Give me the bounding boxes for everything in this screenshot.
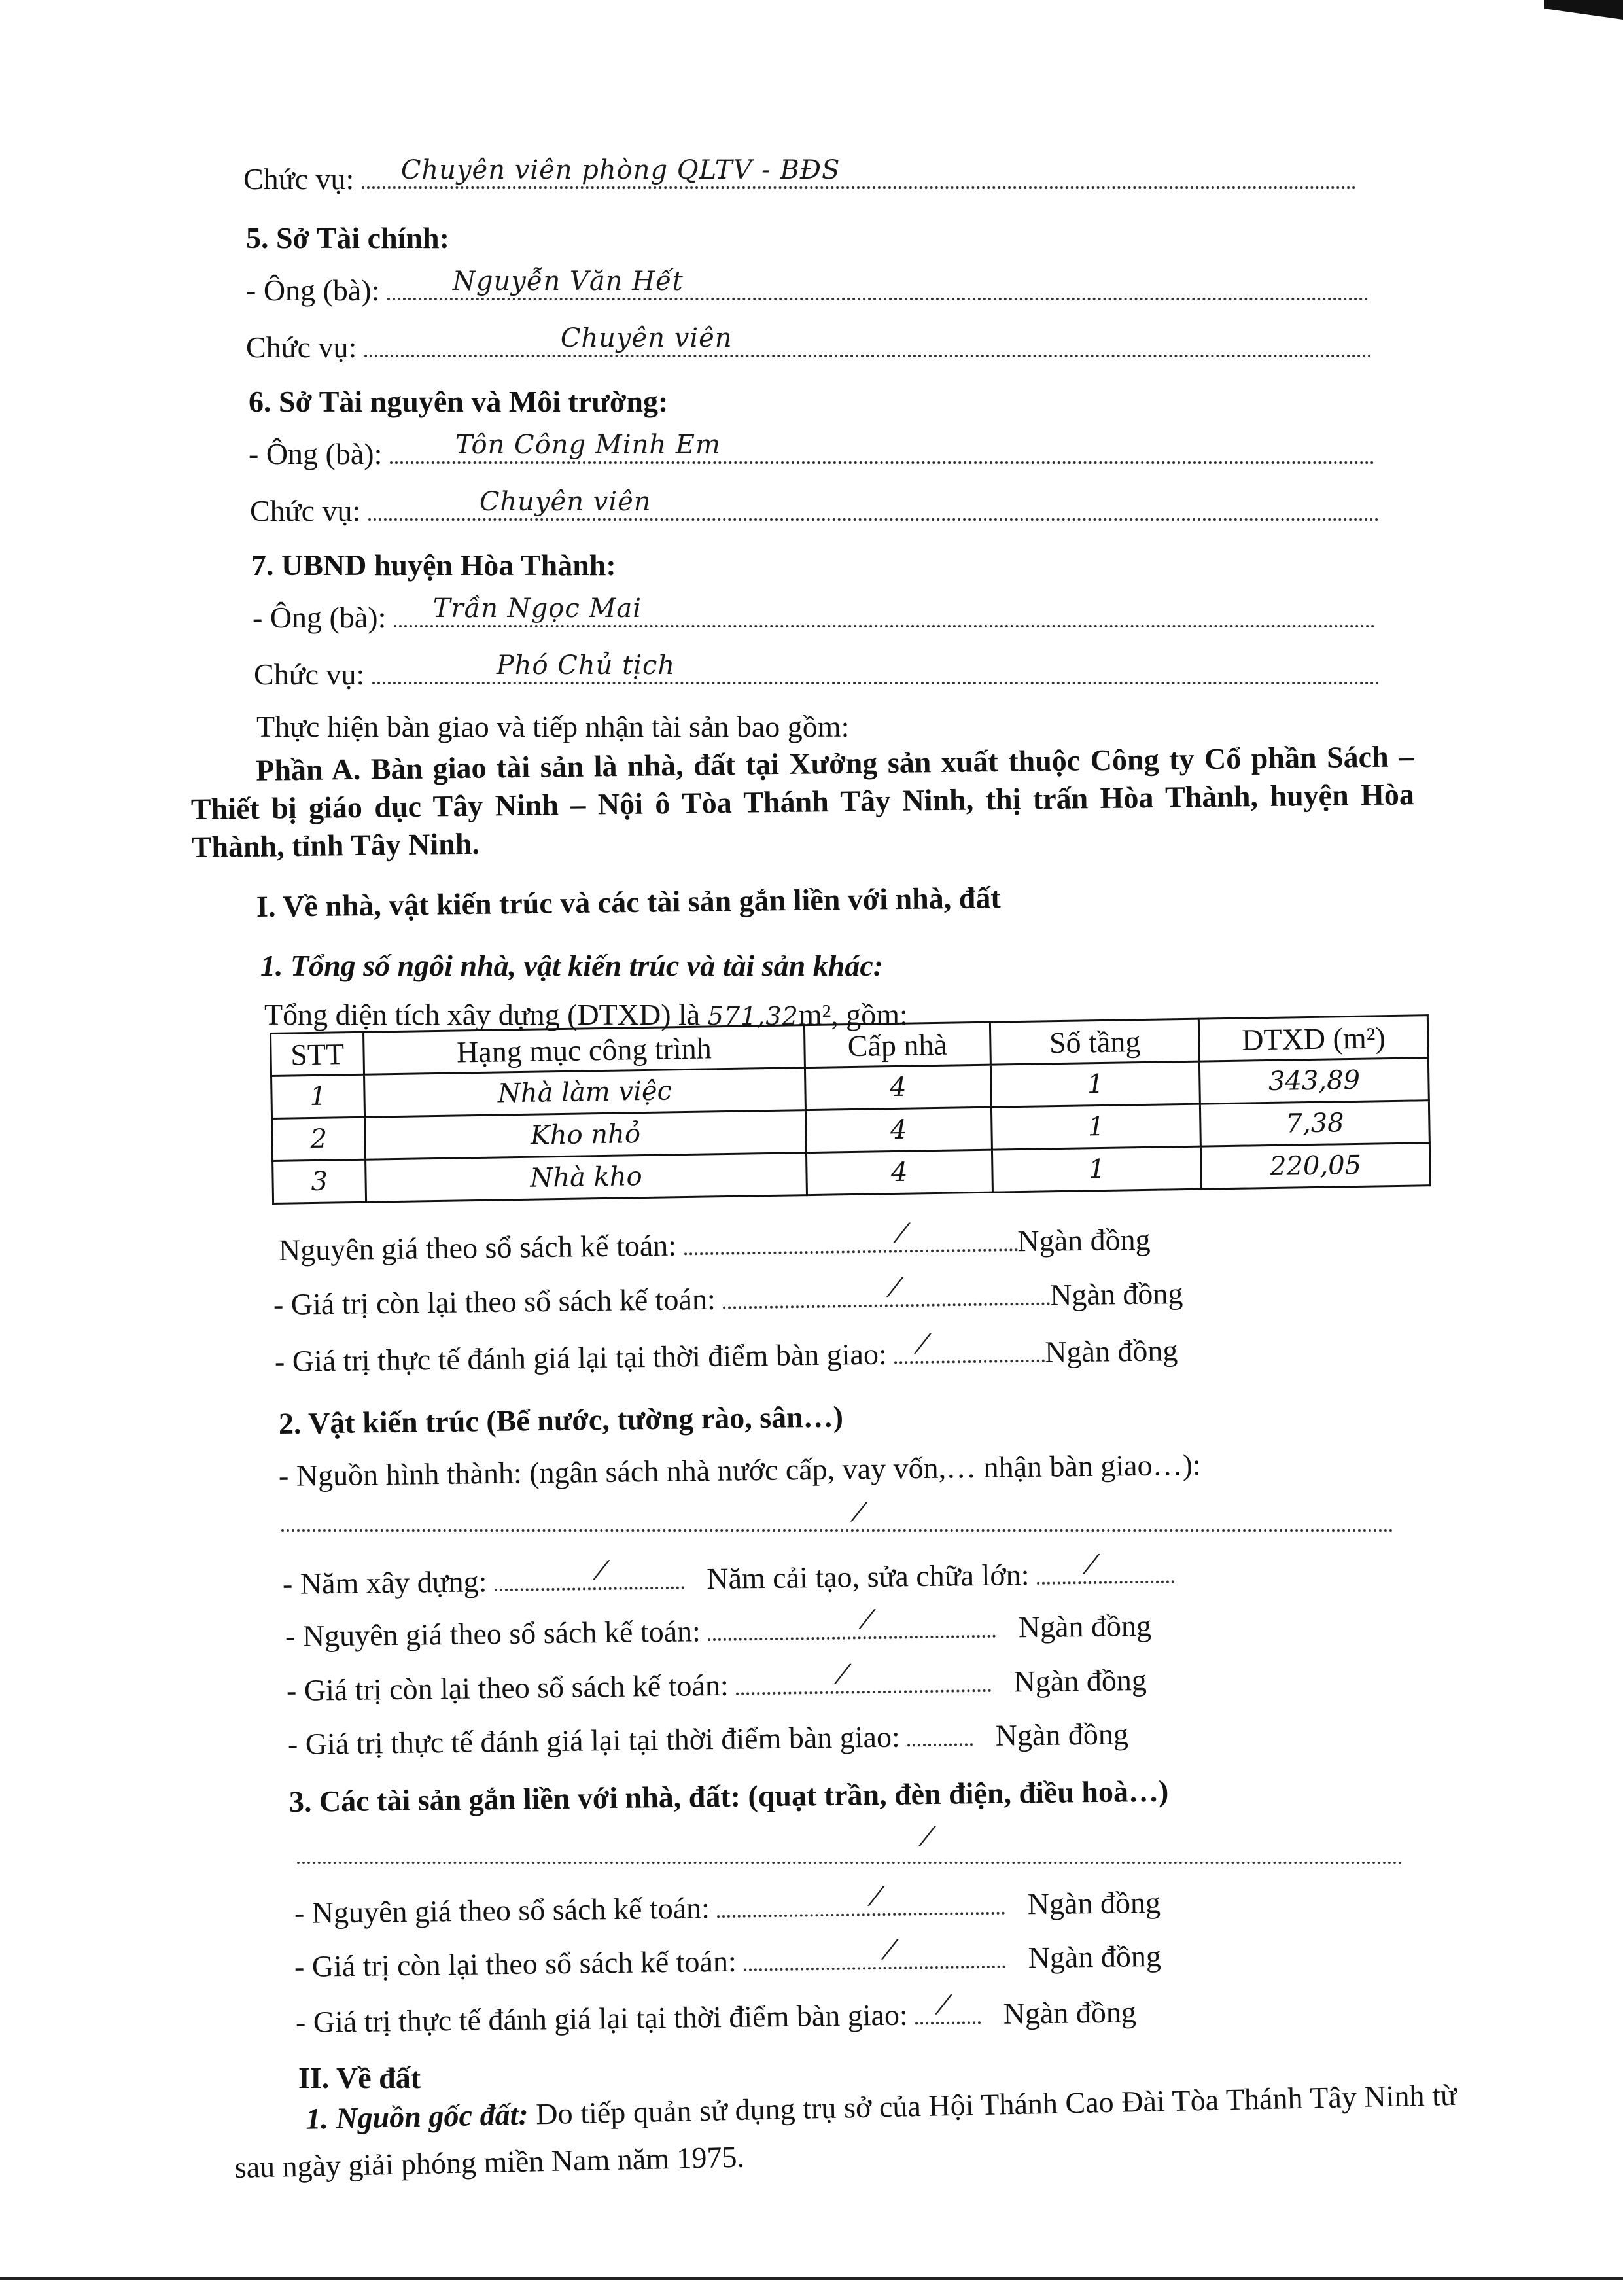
tick-mark: ⁄ bbox=[925, 1822, 930, 1852]
year-renovated-label: Năm cải tạo, sửa chữa lớn: bbox=[707, 1558, 1030, 1596]
value-label: - Giá trị thực tế đánh giá lại tại thời điểm bàn giao: bbox=[274, 1337, 888, 1378]
tick-mark: ⁄ bbox=[920, 1329, 926, 1360]
handwritten-name: Trần Ngọc Mai bbox=[432, 593, 642, 624]
value-field[interactable] bbox=[708, 1605, 996, 1641]
cell-cap-nha: 4 bbox=[805, 1065, 992, 1110]
tick-mark: ⁄ bbox=[864, 1605, 871, 1636]
value-label: - Giá trị còn lại theo sổ sách kế toán: bbox=[286, 1668, 729, 1707]
value-label: - Giá trị thực tế đánh giá lại tại thời điểm bàn giao: bbox=[295, 1998, 909, 2039]
cell-hang-muc: Nhà làm việc bbox=[364, 1068, 805, 1118]
total-area-unit: m², gồm: bbox=[798, 998, 908, 1031]
name-field[interactable] bbox=[387, 266, 1369, 300]
tick-mark: ⁄ bbox=[887, 1935, 893, 1966]
year-built-field[interactable] bbox=[495, 1555, 684, 1592]
value-label: - Nguyên giá theo sổ sách kế toán: bbox=[294, 1891, 710, 1930]
handwritten-name: Tôn Công Minh Em bbox=[455, 430, 721, 460]
assets-table bbox=[270, 1014, 1431, 1205]
value-label: - Giá trị còn lại theo sổ sách kế toán: bbox=[294, 1944, 737, 1983]
name-field[interactable] bbox=[394, 593, 1375, 627]
heading-so-tai-chinh: 5. Sở Tài chính: bbox=[246, 221, 449, 255]
value-line-3c bbox=[295, 1990, 1137, 2040]
name-line-7 bbox=[253, 593, 1375, 635]
section-ii-heading: II. Về đất bbox=[298, 2061, 421, 2094]
item-1-heading: 1. Tổng số ngôi nhà, vật kiến trúc và tài sản khác: bbox=[260, 949, 884, 982]
value-field[interactable] bbox=[684, 1218, 1017, 1255]
cell-stt: 3 bbox=[273, 1159, 366, 1203]
value-unit: Ngàn đồng bbox=[1017, 1222, 1151, 1258]
name-label: - Ông (bà): bbox=[246, 274, 380, 307]
tick-mark: ⁄ bbox=[599, 1555, 604, 1587]
source-field[interactable] bbox=[281, 1498, 1393, 1532]
cell-cap-nha: 4 bbox=[805, 1107, 992, 1152]
land-origin-text: Do tiếp quản sử dụng trụ sở của Hội Thánh Cao Đài Tòa Thánh Tây Ninh từ sau ngày giải phóng miền Nam năm 1975. bbox=[234, 2077, 1457, 2184]
page-bottom-rule bbox=[0, 2277, 1623, 2280]
name-field[interactable] bbox=[390, 430, 1374, 464]
source-line bbox=[281, 1498, 1393, 1540]
cell-so-tang: 1 bbox=[992, 1146, 1202, 1192]
cell-dtxd: 343,89 bbox=[1200, 1058, 1429, 1104]
tick-mark: ⁄ bbox=[873, 1882, 880, 1913]
handwritten-position: Chuyên viên phòng QLTV - BĐS bbox=[400, 155, 841, 185]
tick-mark: ⁄ bbox=[857, 1498, 862, 1528]
value-unit: Ngàn đồng bbox=[1027, 1885, 1161, 1921]
name-line-5 bbox=[246, 266, 1369, 308]
position-label: Chức vụ: bbox=[254, 658, 365, 691]
value-label: - Giá trị còn lại theo sổ sách kế toán: bbox=[273, 1282, 716, 1321]
handwritten-position: Chuyên viên bbox=[560, 323, 733, 353]
name-label: - Ông (bà): bbox=[249, 437, 383, 470]
total-area-value: 571,32 bbox=[707, 1002, 799, 1031]
value-field[interactable] bbox=[915, 1990, 981, 2024]
cell-so-tang: 1 bbox=[992, 1104, 1201, 1150]
value-line-1c bbox=[274, 1329, 1178, 1379]
header-dtxd: DTXD (m²) bbox=[1199, 1016, 1429, 1061]
part-a-heading: Phần A. Bàn giao tài sản là nhà, đất tại Xưởng sản xuất thuộc Công ty Cổ phần Sách – Thiết bị giáo dục Tây Ninh – Nội ô Tòa Thánh Tây Ninh, thị trấn Hòa Thành, huyện Hòa Thành, tỉnh Tây Ninh. bbox=[190, 739, 1415, 864]
intro-text: Thực hiện bàn giao và tiếp nhận tài sản bao gồm: bbox=[256, 710, 850, 743]
tick-mark: ⁄ bbox=[840, 1659, 846, 1690]
total-area-label: Tổng diện tích xây dựng (DTXD) là bbox=[264, 998, 701, 1031]
value-line-3a bbox=[294, 1882, 1161, 1931]
year-renovated-field[interactable] bbox=[1037, 1549, 1174, 1585]
section-i-heading: I. Về nhà, vật kiến trúc và các tài sản gắn liền với nhà, đất bbox=[256, 881, 1001, 923]
value-label: Nguyên giá theo sổ sách kế toán: bbox=[278, 1228, 677, 1267]
handwritten-position: Phó Chủ tịch bbox=[496, 650, 676, 680]
value-label: - Nguyên giá theo sổ sách kế toán: bbox=[285, 1614, 701, 1653]
value-line-1b bbox=[273, 1273, 1183, 1322]
position-line-4 bbox=[243, 155, 1356, 197]
cell-cap-nha: 4 bbox=[806, 1150, 993, 1195]
value-field[interactable] bbox=[723, 1273, 1050, 1309]
value-field[interactable] bbox=[907, 1721, 973, 1746]
value-line-2a bbox=[285, 1605, 1152, 1654]
item-2-heading: 2. Vật kiến trúc (Bể nước, tường rào, sân…) bbox=[278, 1400, 844, 1440]
value-line-2c bbox=[288, 1717, 1128, 1762]
value-unit: Ngàn đồng bbox=[1013, 1663, 1147, 1699]
value-unit: Ngàn đồng bbox=[1049, 1277, 1183, 1312]
tick-mark: ⁄ bbox=[892, 1273, 898, 1303]
position-line-7 bbox=[254, 650, 1380, 692]
tick-mark: ⁄ bbox=[1089, 1549, 1094, 1580]
cell-stt: 2 bbox=[272, 1117, 366, 1161]
source-label: - Nguồn hình thành: (ngân sách nhà nước cấp, vay vốn,… nhận bàn giao…): bbox=[278, 1447, 1201, 1492]
name-label: - Ông (bà): bbox=[253, 601, 387, 634]
value-unit: Ngàn đồng bbox=[995, 1717, 1129, 1752]
value-line-2b bbox=[286, 1659, 1147, 1708]
position-field[interactable] bbox=[368, 487, 1379, 521]
value-unit: Ngàn đồng bbox=[1028, 1939, 1162, 1975]
heading-ubnd-hoa-thanh: 7. UBND huyện Hòa Thành: bbox=[251, 548, 616, 582]
value-unit: Ngàn đồng bbox=[1018, 1608, 1152, 1644]
heading-so-tai-nguyen: 6. Sở Tài nguyên và Môi trường: bbox=[249, 385, 669, 418]
header-so-tang: Số tầng bbox=[990, 1019, 1200, 1065]
header-stt: STT bbox=[271, 1032, 364, 1076]
cell-dtxd: 220,05 bbox=[1201, 1143, 1431, 1189]
cell-stt: 1 bbox=[271, 1074, 365, 1118]
value-line-1a bbox=[278, 1218, 1151, 1268]
header-hang-muc: Hạng mục công trình bbox=[364, 1025, 805, 1075]
cell-hang-muc: Kho nhỏ bbox=[365, 1110, 806, 1160]
value-field[interactable] bbox=[894, 1329, 1045, 1364]
tick-mark: ⁄ bbox=[941, 1990, 947, 2021]
handwritten-name: Nguyễn Văn Hết bbox=[452, 266, 684, 296]
cell-hang-muc: Nhà kho bbox=[366, 1153, 807, 1203]
header-cap-nha: Cấp nhà bbox=[804, 1022, 991, 1067]
value-field[interactable] bbox=[744, 1935, 1005, 1971]
position-label: Chức vụ: bbox=[246, 330, 357, 364]
value-line-3b bbox=[294, 1935, 1162, 1985]
assets-line bbox=[297, 1822, 1403, 1872]
position-field[interactable] bbox=[364, 323, 1372, 357]
year-line bbox=[282, 1549, 1175, 1602]
position-line-5 bbox=[246, 323, 1372, 365]
value-unit: Ngàn đồng bbox=[1044, 1333, 1178, 1369]
position-label: Chức vụ: bbox=[250, 494, 361, 527]
handwritten-position: Chuyên viên bbox=[479, 487, 652, 517]
cell-so-tang: 1 bbox=[991, 1061, 1200, 1107]
value-label: - Giá trị thực tế đánh giá lại tại thời điểm bàn giao: bbox=[287, 1720, 901, 1761]
position-field[interactable] bbox=[362, 155, 1356, 189]
position-line-6 bbox=[250, 487, 1379, 529]
year-built-label: - Năm xây dựng: bbox=[282, 1564, 487, 1600]
position-field[interactable] bbox=[372, 650, 1380, 684]
value-unit: Ngàn đồng bbox=[1003, 1995, 1137, 2030]
land-origin-label: 1. Nguồn gốc đất: bbox=[305, 2097, 529, 2136]
value-field[interactable] bbox=[717, 1882, 1005, 1918]
cell-dtxd: 7,38 bbox=[1200, 1101, 1430, 1146]
position-label: Chức vụ: bbox=[243, 162, 355, 196]
value-field[interactable] bbox=[736, 1659, 991, 1695]
item-3-heading: 3. Các tài sản gắn liền với nhà, đất: (quạt trần, đèn điện, điều hoà…) bbox=[288, 1774, 1169, 1818]
tick-mark: ⁄ bbox=[899, 1218, 905, 1249]
assets-field[interactable] bbox=[297, 1822, 1403, 1864]
name-line-6 bbox=[249, 430, 1374, 472]
